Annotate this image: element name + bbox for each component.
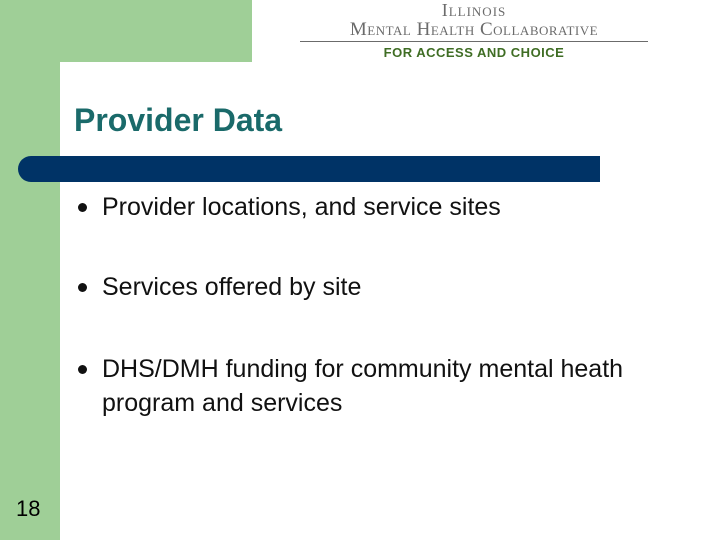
slide-title: Provider Data: [74, 102, 283, 138]
logo-line-tagline: FOR ACCESS AND CHOICE: [383, 45, 565, 60]
bullet-dot-icon: [78, 283, 87, 292]
bullet-text: Services offered by site: [102, 273, 362, 301]
slide-number: 18: [16, 496, 41, 521]
bullet-dot-icon: [78, 365, 87, 374]
logo-divider: [300, 41, 648, 42]
title-divider-bar: [18, 156, 600, 182]
logo-line-illinois: Illinois: [441, 0, 507, 20]
logo-line-collaborative: Mental Health Collaborative: [349, 19, 599, 40]
left-accent-band: [0, 0, 60, 540]
bullet-text: Provider locations, and service sites: [102, 193, 501, 221]
bullet-text: DHS/DMH funding for community mental heath program and services: [102, 355, 624, 417]
top-accent-band: [0, 0, 252, 62]
logo: [300, 0, 648, 64]
bullet-dot-icon: [78, 203, 87, 212]
